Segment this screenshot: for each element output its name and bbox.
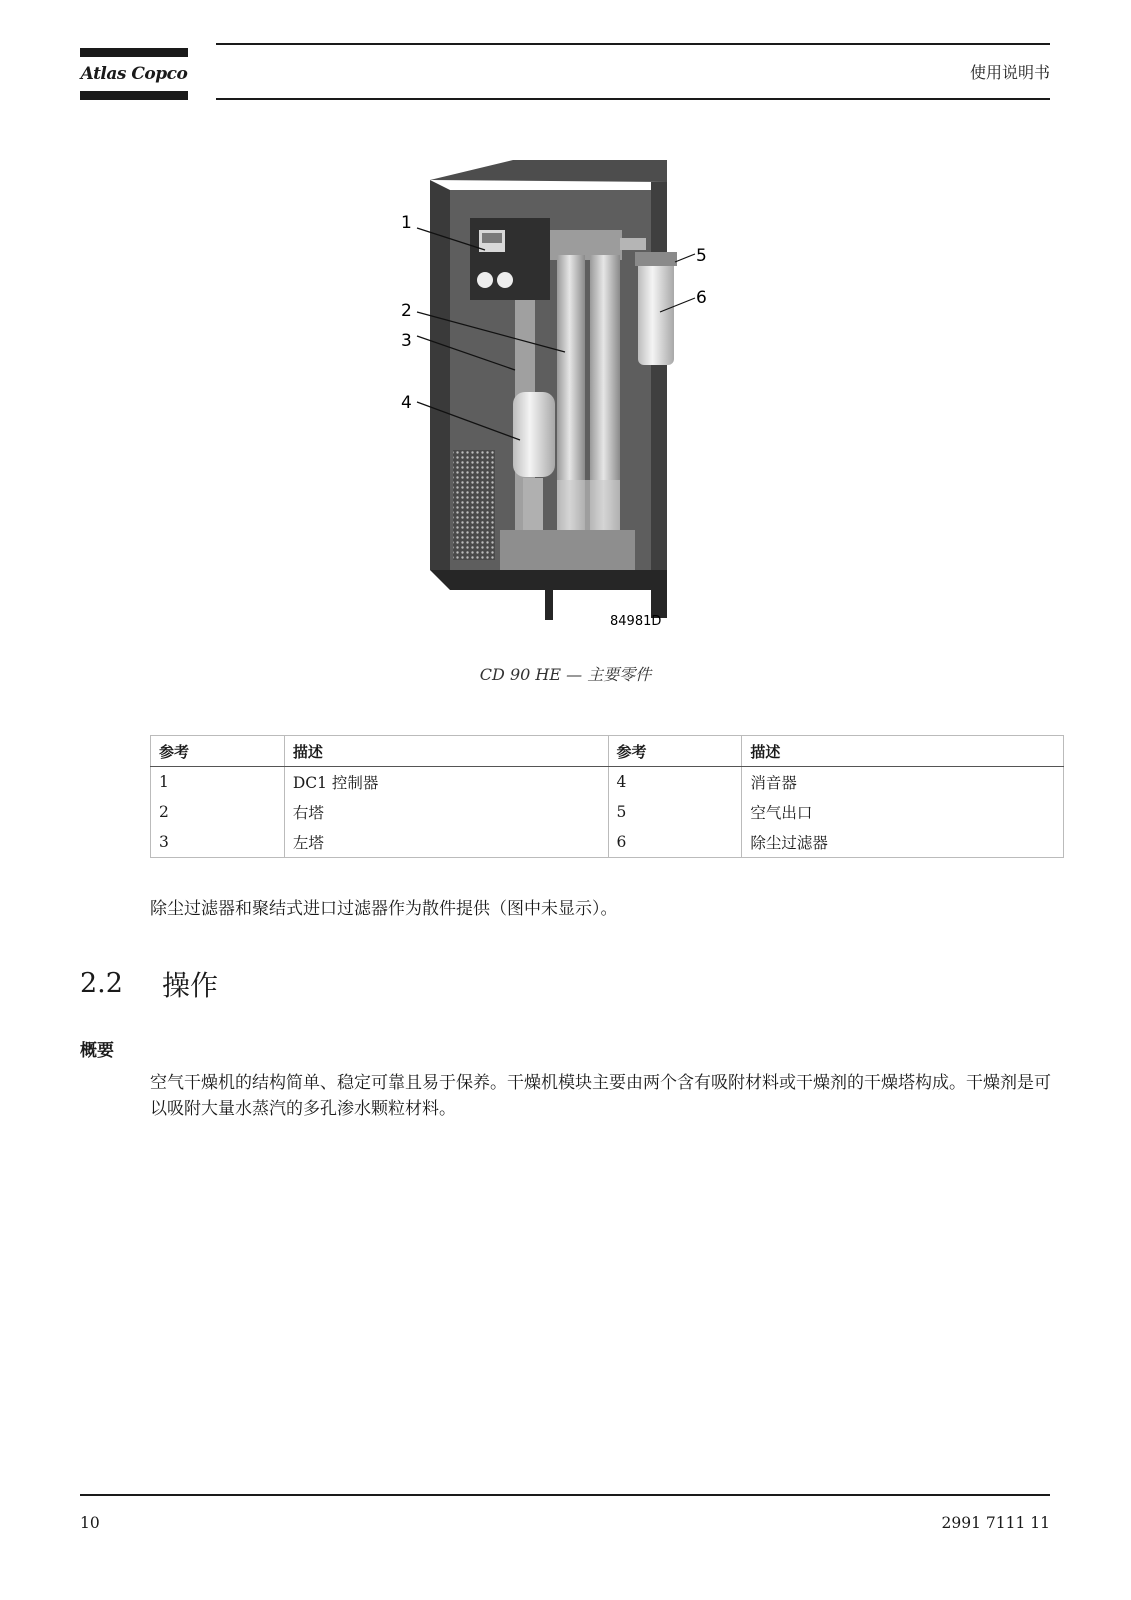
figure-caption: CD 90 HE — 主要零件 [479,665,652,684]
table-cell: 6 [608,827,742,858]
document-title: 使用说明书 [969,63,1050,82]
header-rule-top [216,43,1050,45]
dryer-illustration [395,160,725,640]
callout-4: 4 [401,393,412,413]
parts-table [150,735,1064,858]
table-cell: 除尘过滤器 [742,827,1064,858]
col-header-ref: 参考 [608,736,742,767]
table-cell: 5 [608,797,742,827]
document-code: 2991 7111 11 [941,1514,1050,1532]
table-cell: 2 [151,797,285,827]
callout-3: 3 [401,331,412,351]
section-number: 2.2 [80,968,123,999]
body-paragraph: 空气干燥机的结构简单、稳定可靠且易于保养。干燥机模块主要由两个含有吸附材料或干燥剂的干燥塔构成。干燥剂是可以吸附大量水蒸汽的多孔渗水颗粒材料。 [150,1073,1051,1119]
table-cell: 1 [151,767,285,798]
callout-2: 2 [401,301,412,321]
col-header-desc: 描述 [284,736,608,767]
table-cell: 空气出口 [742,797,1064,827]
logo-wordmark: Atlas Copco [80,64,188,84]
table-cell: 左塔 [284,827,608,858]
image-code: 84981D [610,614,662,629]
callout-6: 6 [696,288,707,308]
callout-5: 5 [696,246,707,266]
col-header-ref: 参考 [151,736,285,767]
logo-bar-top [80,48,188,57]
col-header-desc: 描述 [742,736,1064,767]
table-cell: 消音器 [742,767,1064,798]
logo-bar-bottom [80,91,188,100]
table-header-row [151,736,1064,767]
header-rule-bottom [216,98,1050,100]
table-row [151,827,1064,858]
table-cell: 4 [608,767,742,798]
footer-rule [80,1494,1050,1496]
callout-1: 1 [401,213,412,233]
table-cell: 3 [151,827,285,858]
note-paragraph: 除尘过滤器和聚结式进口过滤器作为散件提供（图中未显示）。 [150,899,618,919]
table-cell: 右塔 [284,797,608,827]
subheading: 概要 [80,1041,114,1061]
table-row [151,797,1064,827]
page-number: 10 [80,1514,100,1532]
atlas-copco-logo [80,48,188,100]
section-title: 操作 [162,969,219,1002]
table-row [151,767,1064,798]
table-cell: DC1 控制器 [284,767,608,798]
